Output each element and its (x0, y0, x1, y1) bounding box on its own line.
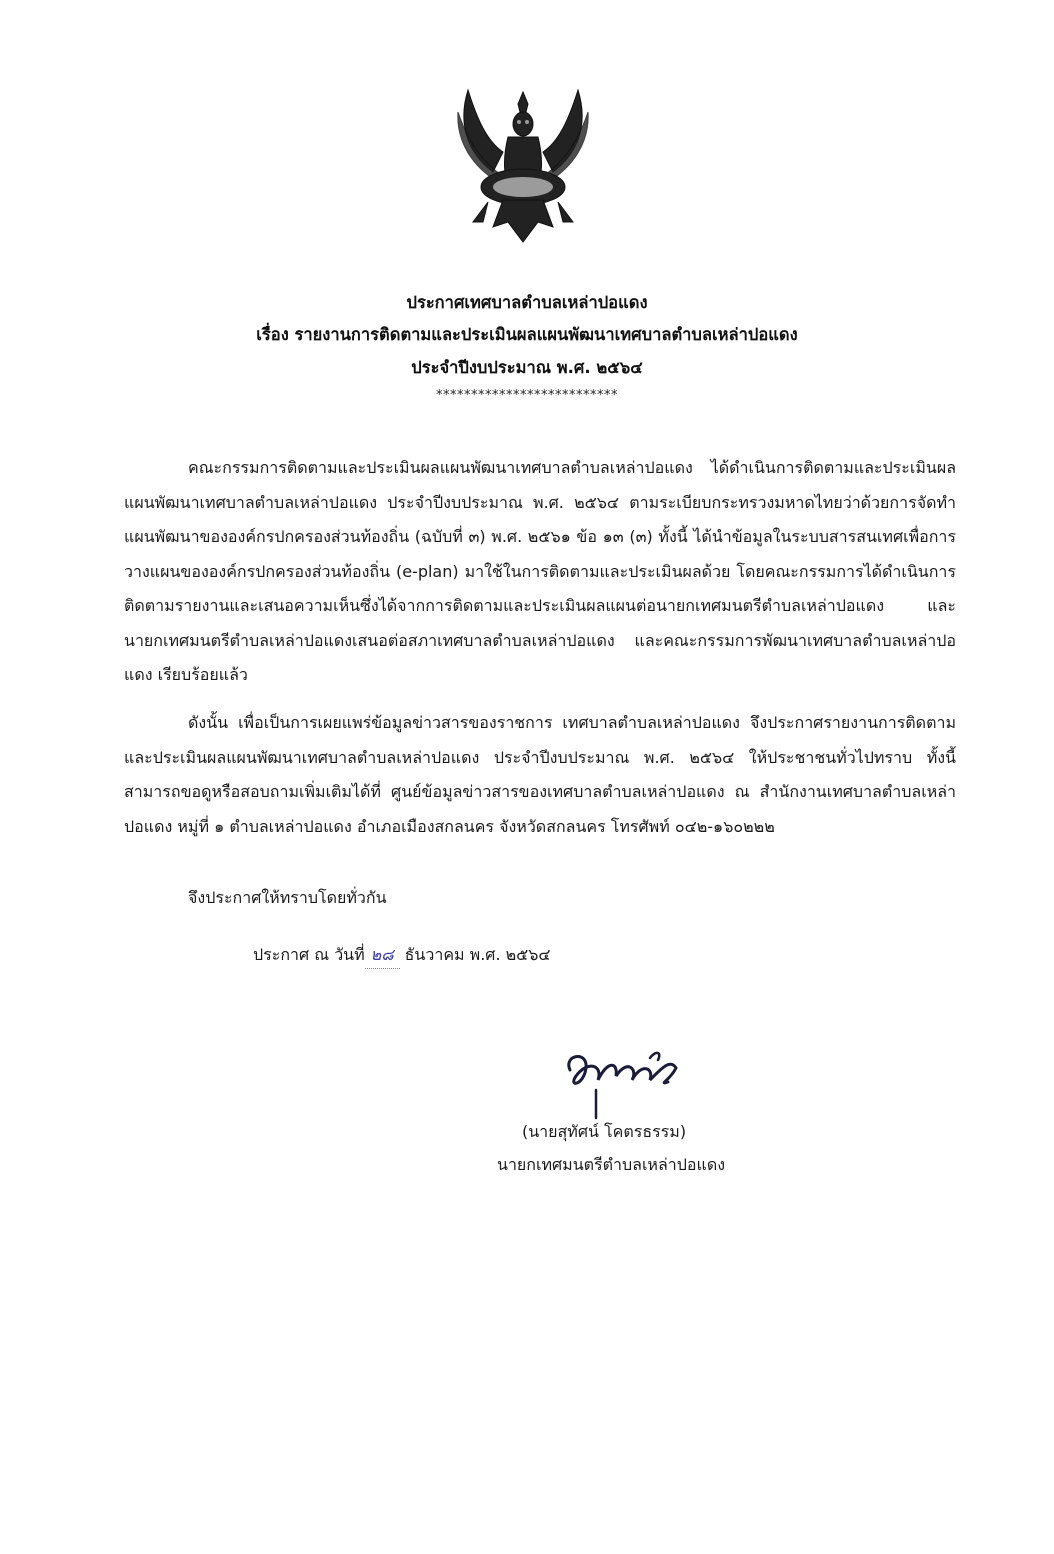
announcement-date (253, 943, 551, 969)
closing-statement: จึงประกาศให้ทราบโดยทั่วกัน (188, 888, 387, 907)
announcement-title: ประกาศเทศบาลตำบลเหล่าปอแดง (406, 293, 648, 312)
date-day-handwritten: ๒๘ (365, 943, 400, 969)
date-suffix: ธันวาคม พ.ศ. ๒๕๖๔ (404, 945, 551, 964)
announcement-fiscal-year: ประจำปีงบประมาณ พ.ศ. ๒๕๖๔ (411, 358, 643, 377)
announcement-subject: เรื่อง รายงานการติดตามและประเมินผลแผนพัฒนาเทศบาลตำบลเหล่าปอแดง (256, 325, 798, 344)
garuda-emblem-icon (448, 82, 598, 252)
signatory-name: (นายสุทัศน์ โคตรธรรม) (522, 1122, 687, 1141)
body-paragraph-1: คณะกรรมการติดตามและประเมินผลแผนพัฒนาเทศบาลตำบลเหล่าปอแดง ได้ดำเนินการติดตามและประเมินผลแผนพัฒนาเทศบาลตำบลเหล่าปอแดง ประจำปีงบประมาณ พ.ศ. ๒๕๖๔ ตามระเบียบกระทรวงมหาดไทยว่าด้วยการจัดทำแผนพัฒนาขององค์กรปกครองส่วนท้องถิ่น (ฉบับที่ ๓) พ.ศ. ๒๕๖๑ ข้อ ๑๓ (๓) ทั้งนี้ ได้นำข้อมูลในระบบสารสนเทศเพื่อการวางแผนขององค์กรปกครองส่วนท้องถิ่น (e-plan) มาใช้ในการติดตามและประเมินผลด้วย โดยคณะกรรมการได้ดำเนินการติดตามรายงานและเสนอความเห็นซึ่งได้จากการติดตามและประเมินผลแผนต่อนายกเทศมนตรีตำบลเหล่าปอแดง และนายกเทศมนตรีตำบลเหล่าปอแดงเสนอต่อสภาเทศบาลตำบลเหล่าปอแดง และคณะกรรมการพัฒนาเทศบาลตำบลเหล่าปอแดง เรียบร้อยแล้ว (124, 458, 956, 684)
date-prefix: ประกาศ ณ วันที่ (253, 945, 365, 964)
body-paragraph-2: ดังนั้น เพื่อเป็นการเผยแพร่ข้อมูลข่าวสารของราชการ เทศบาลตำบลเหล่าปอแดง จึงประกาศรายงานการติดตามและประเมินผลแผนพัฒนาเทศบาลตำบลเหล่าปอแดง ประจำปีงบประมาณ พ.ศ. ๒๕๖๔ ให้ประชาชนทั่วไปทราบ ทั้งนี้ สามารถขอดูหรือสอบถามเพิ่มเติมได้ที่ ศูนย์ข้อมูลข่าวสารของเทศบาลตำบลเหล่าปอแดง ณ สำนักงานเทศบาลตำบลเหล่าปอแดง หมู่ที่ ๑ ตำบลเหล่าปอแดง อำเภอเมืองสกลนคร จังหวัดสกลนคร โทรศัพท์ ๐๔๒-๑๖๐๒๒๒ (124, 713, 956, 836)
heading-separator: ************************** (436, 388, 618, 403)
handwritten-signature (558, 1040, 698, 1120)
signatory-title: นายกเทศมนตรีตำบลเหล่าปอแดง (497, 1155, 726, 1174)
